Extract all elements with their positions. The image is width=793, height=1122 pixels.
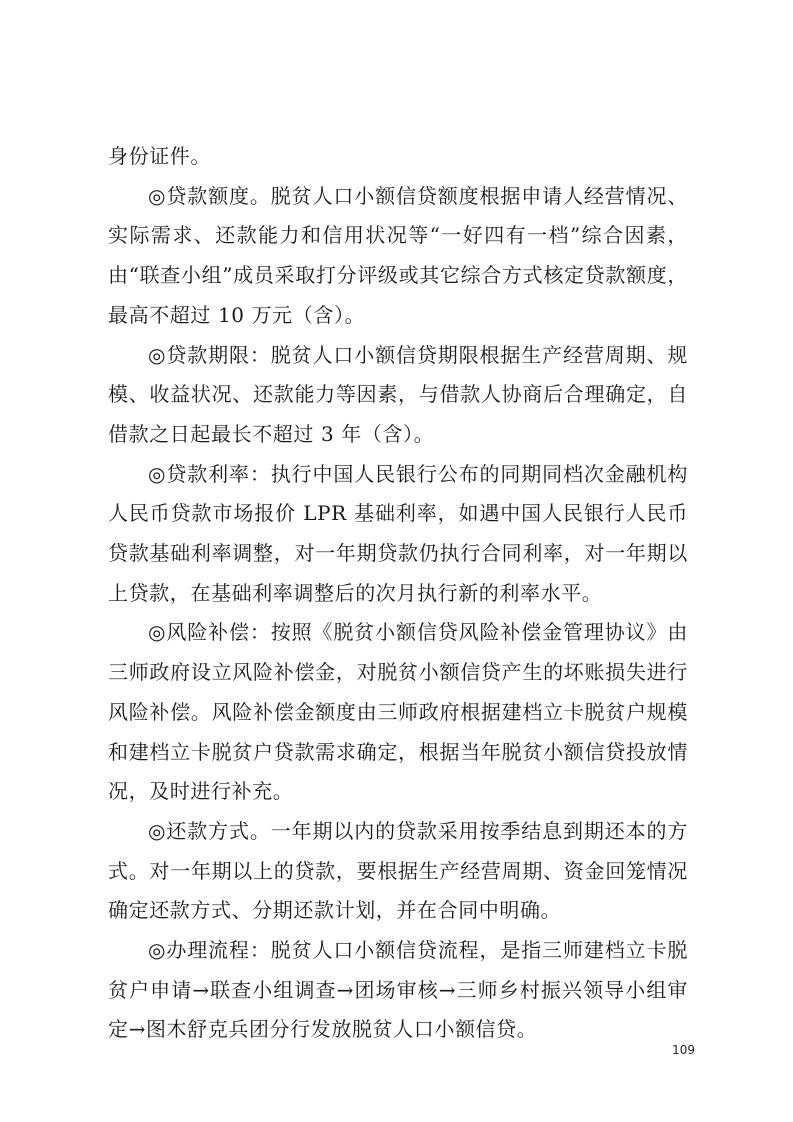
paragraph-process-flow: ◎办理流程：脱贫人口小额信贷流程，是指三师建档立卡脱贫户申请→联查小组调查→团场审核→三师乡村振兴领导小组审定→图木舒克兵团分行发放脱贫人口小额信贷。	[108, 938, 688, 1042]
paragraph-continuation: 身份证件。	[108, 144, 211, 168]
body-text	[108, 137, 688, 1050]
paragraph-repayment-method: ◎还款方式。一年期以内的贷款采用按季结息到期还本的方式。对一年期以上的贷款，要根据生产经营周期、资金回笼情况确定还款方式、分期还款计划，并在合同中明确。	[108, 818, 688, 923]
paragraph-loan-amount: ◎贷款额度。脱贫人口小额信贷额度根据申请人经营情况、实际需求、还款能力和信用状况等“一好四有一档”综合因素，由“联查小组”成员采取打分评级或其它综合方式核定贷款额度，最高不超过 10 万元（含）。	[108, 183, 688, 327]
page-number: 109	[672, 1043, 695, 1057]
paragraph-risk-compensation: ◎风险补偿：按照《脱贫小额信贷风险补偿金管理协议》由三师政府设立风险补偿金，对脱贫小额信贷产生的坏账损失进行风险补偿。风险补偿金额度由三师政府根据建档立卡脱贫户规模和建档立卡脱贫户贷款需求确定，根据当年脱贫小额信贷投放情况，及时进行补充。	[108, 620, 688, 804]
paragraph-loan-interest-rate: ◎贷款利率：执行中国人民银行公布的同期同档次金融机构人民币贷款市场报价 LPR 基础利率，如遇中国人民银行人民币贷款基础利率调整，对一年期贷款仍执行合同利率，对一年期以上贷款，在基础利率调整后的次月执行新的利率水平。	[108, 461, 688, 605]
paragraph-loan-term: ◎贷款期限：脱贫人口小额信贷期限根据生产经营周期、规模、收益状况、还款能力等因素，与借款人协商后合理确定，自借款之日起最长不超过 3 年（含）。	[108, 342, 688, 446]
